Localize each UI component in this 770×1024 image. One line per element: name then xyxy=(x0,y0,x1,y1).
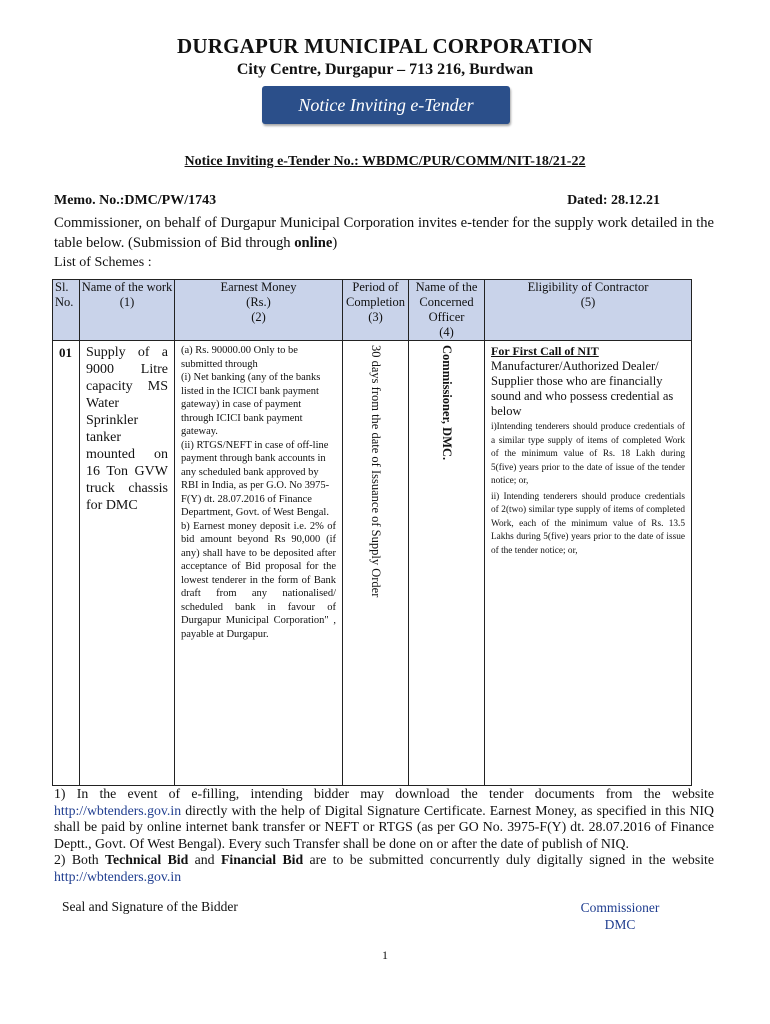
emd-part-a: (a) Rs. 90000.00 Only to be submitted through xyxy=(181,345,298,370)
note-1-text-b: directly with the help of Digital Signature Certificate. Earnest Money, as specified in this NIQ shall be paid by online internet bank transfer or NEFT or RTGS (as per GO No. 3975-F(Y) dt. 28.07.2016 of Finance Deptt., Govt. Of West Bengal). Every such Transfer shall be done on or after the date of publish of NIQ. xyxy=(54,802,714,851)
table-header-row xyxy=(53,280,692,341)
wbtenders-link[interactable]: http://wbtenders.gov.in xyxy=(54,868,182,884)
note-1-text-a: 1) In the event of e-filling, intending bidder may download the tender documents from the website xyxy=(54,786,714,801)
header-period-line: (3) xyxy=(368,310,383,324)
header-elig-line: Eligibility of Contractor xyxy=(527,280,649,294)
list-of-schemes-label: List of Schemes : xyxy=(54,255,152,270)
commissioner-title: Commissioner xyxy=(580,900,660,915)
intro-bold: online xyxy=(294,235,333,251)
header-work-line: Name of the work xyxy=(81,280,173,294)
emd-part-ii: (ii) RTGS/NEFT in case of off-line payment through bank accounts in any scheduled bank approved by RBI in India, as per G.O. No 3975-F(Y) dt. 28.07.2016 of Finance Department, Govt. of West Bengal. xyxy=(181,439,330,518)
period-text: 30 days from the date of Issuance of Supply Order xyxy=(369,345,383,598)
header-emd-line: (Rs.) xyxy=(246,295,271,309)
commissioner-org: DMC xyxy=(604,917,636,932)
header-name-of-work xyxy=(80,280,175,341)
technical-bid-label: Technical Bid xyxy=(105,852,189,867)
note-2 xyxy=(54,852,714,885)
cell-name-of-work: Supply of a 9000 Litre capacity MS Water Sprinkler tanker mounted on 16 Ton GVW truck chassis for DMC xyxy=(80,341,175,786)
eligibility-heading: For First Call of NIT xyxy=(491,344,599,358)
cell-period xyxy=(343,341,409,786)
header-emd-line: Earnest Money xyxy=(220,280,297,294)
schemes-table xyxy=(52,279,692,786)
header-earnest-money xyxy=(175,280,343,341)
wbtenders-link[interactable]: http://wbtenders.gov.in xyxy=(54,802,182,818)
intro-tail: ) xyxy=(332,235,338,251)
officer-text: Commissioner, DMC. xyxy=(440,345,454,461)
note-2-text-b: are to be submitted concurrently duly digitally signed in the website xyxy=(303,852,714,867)
corporation-address: City Centre, Durgapur – 713 216, Burdwan xyxy=(236,61,534,78)
tender-number: Notice Inviting e-Tender No.: WBDMC/PUR/COMM/NIT-18/21-22 xyxy=(184,154,586,169)
header-work-line: (1) xyxy=(119,295,135,309)
table-row xyxy=(53,341,692,786)
header-officer xyxy=(409,280,485,341)
corporation-title: DURGAPUR MUNICIPAL CORPORATION xyxy=(177,34,593,58)
intro-text: Commissioner, on behalf of Durgapur Municipal Corporation invites e-tender for the supply work detailed in the table below. (Submission of Bid through xyxy=(54,215,714,251)
cell-officer xyxy=(409,341,485,786)
page-number: 1 xyxy=(382,948,388,962)
header-period-line: Completion xyxy=(345,295,406,309)
emd-part-b: b) Earnest money deposit i.e. 2% of bid amount beyond Rs 90,000 (if any) shall have to be deposited after acceptance of Bid proposal for the lowest tenderer in the form of Bank draft from any nationalised/ scheduled bank in favour of Durgapur Municipal Corporation" , payable at Durgapur. xyxy=(181,520,336,640)
cell-earnest-money xyxy=(175,341,343,786)
header-officer-line: Officer xyxy=(428,310,465,324)
memo-number: Memo. No.:DMC/PW/1743 xyxy=(54,193,217,208)
header-sl-line: No. xyxy=(55,295,74,309)
header-eligibility xyxy=(485,280,692,341)
cell-eligibility xyxy=(485,341,692,786)
header-period xyxy=(343,280,409,341)
header-officer-line: Concerned xyxy=(419,295,474,309)
header-sl-line: Sl. xyxy=(55,280,69,294)
header-period-line: Period of xyxy=(352,280,399,294)
financial-bid-label: Financial Bid xyxy=(220,852,304,867)
note-2-text-mid: and xyxy=(188,852,221,867)
bidder-signature-label: Seal and Signature of the Bidder xyxy=(62,899,238,914)
header-officer-line: (4) xyxy=(439,325,454,339)
header-emd-line: (2) xyxy=(251,310,266,324)
cell-sl-no: 01 xyxy=(53,341,80,786)
eligibility-main: Manufacturer/Authorized Dealer/ Supplier those who are financially sound and who possess credential as below xyxy=(491,359,674,418)
emd-part-i: (i) Net banking (any of the banks listed in the ICICI bank payment gateway) in case of payment through ICICI bank payment gateway. xyxy=(181,372,321,437)
header-elig-line: (5) xyxy=(580,295,596,309)
notice-date: Dated: 28.12.21 xyxy=(567,193,660,208)
notice-banner: Notice Inviting e-Tender xyxy=(262,86,510,124)
header-officer-line: Name of the xyxy=(415,280,478,294)
commissioner-signature xyxy=(560,899,680,933)
note-2-text-a: 2) Both xyxy=(54,852,106,867)
eligibility-clause-ii: ii) Intending tenderers should produce credentials of 2(two) similar type supply of items of completed Work, each of the minimum value of Rs. 13.5 Lakhs during 5(five) years prior to the date of issue of the tender notice; or, xyxy=(491,491,685,556)
intro-paragraph xyxy=(54,213,714,253)
notes-section xyxy=(54,786,714,885)
header-sl-no xyxy=(53,280,80,341)
eligibility-clause-i: i)Intending tenderers should produce credentials of a similar type supply of items of completed Work of the minimum value of Rs. 18 Lakh during 5(five) years prior to the date of issue of the tender notice; or, xyxy=(491,422,685,486)
note-1 xyxy=(54,786,714,852)
